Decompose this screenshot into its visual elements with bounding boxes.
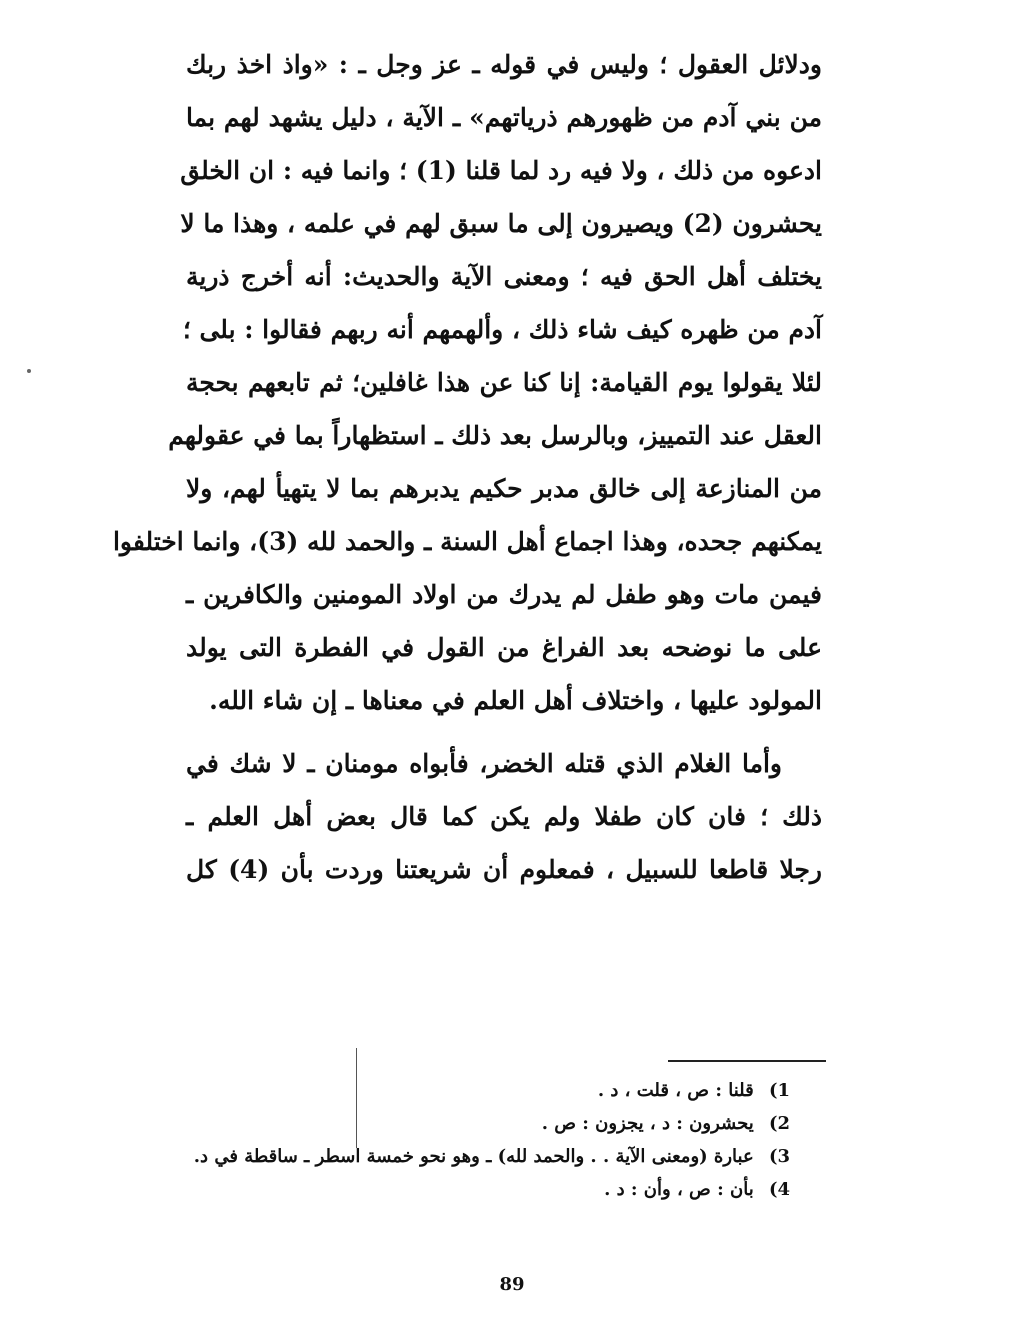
footnote xyxy=(150,1107,790,1140)
footnote-text: بأن : ص ، وأن : د . xyxy=(604,1179,754,1200)
text-line: يمكنهم جحده، وهذا اجماع أهل السنة ـ والحمد لله (3)، وانما اختلفوا xyxy=(112,527,822,556)
footnote xyxy=(150,1173,790,1206)
text-line: يختلف أهل الحق فيه ؛ ومعنى الآية والحديث: أنه أخرج ذرية xyxy=(186,262,822,291)
text-line: ودلائل العقول ؛ وليس في قوله ـ عز وجل ـ : «واذ اخذ ربك xyxy=(186,50,822,79)
footnotes xyxy=(150,1074,790,1206)
text-line: آدم من ظهره كيف شاء ذلك ، وألهمهم أنه ربهم فقالوا : بلى ؛ xyxy=(182,315,822,344)
footnote-separator xyxy=(668,1060,826,1062)
margin-dot xyxy=(27,369,31,373)
text-line: العقل عند التمييز، وبالرسل بعد ذلك ـ استظهاراً بما في عقولهم xyxy=(168,421,822,450)
footnote-text: عبارة (ومعنى الآية . . والحمد لله) ـ وهو نحو خمسة اسطر ـ ساقطة في د. xyxy=(193,1146,754,1167)
text-line: لئلا يقولوا يوم القيامة: إنا كنا عن هذا غافلين؛ ثم تابعهم بحجة xyxy=(186,368,822,397)
footnote-number: 4) xyxy=(768,1179,790,1200)
footnote xyxy=(150,1140,790,1173)
text-line: ذلك ؛ فان كان طفلا ولم يكن كما قال بعض أهل العلم ـ xyxy=(186,802,822,831)
footnote xyxy=(150,1074,790,1107)
main-text xyxy=(112,38,823,896)
footnote-number: 3) xyxy=(768,1146,790,1167)
text-line: يحشرون (2) ويصيرون إلى ما سبق لهم في علمه ، وهذا ما لا xyxy=(180,209,822,238)
footnote-text: يحشرون : د ، يجزون : ص . xyxy=(541,1113,754,1134)
text-line: من المنازعة إلى خالق مدبر حكيم يدبرهم بما لا يتهيأ لهم، ولا xyxy=(186,474,822,503)
text-line: رجلا قاطعا للسبيل ، فمعلوم أن شريعتنا وردت بأن (4) كل xyxy=(186,855,823,884)
footnote-text: قلنا : ص ، قلت ، د . xyxy=(597,1080,754,1101)
footnote-number: 1) xyxy=(768,1080,790,1101)
text-line: من بني آدم من ظهورهم ذرياتهم» ـ الآية ، دليل يشهد لهم بما xyxy=(186,103,822,132)
footnote-number: 2) xyxy=(768,1113,790,1134)
paragraph-1 xyxy=(112,38,822,727)
text-line: فيمن مات وهو طفل لم يدرك من اولاد المومنين والكافرين ـ xyxy=(186,580,822,609)
text-line: المولود عليها ، واختلاف أهل العلم في معناها ـ إن شاء الله. xyxy=(209,686,822,715)
paragraph-2 xyxy=(186,737,822,896)
page-number: 89 xyxy=(499,1274,525,1295)
paragraph-gap xyxy=(186,727,822,737)
text-line: على ما نوضحه بعد الفراغ من القول في الفطرة التى يولد xyxy=(186,633,822,662)
text-line: ادعوه من ذلك ، ولا فيه رد لما قلنا (1) ؛ وانما فيه : ان الخلق xyxy=(180,156,822,185)
text-line: وأما الغلام الذي قتله الخضر، فأبواه مومنان ـ لا شك في xyxy=(186,749,782,778)
